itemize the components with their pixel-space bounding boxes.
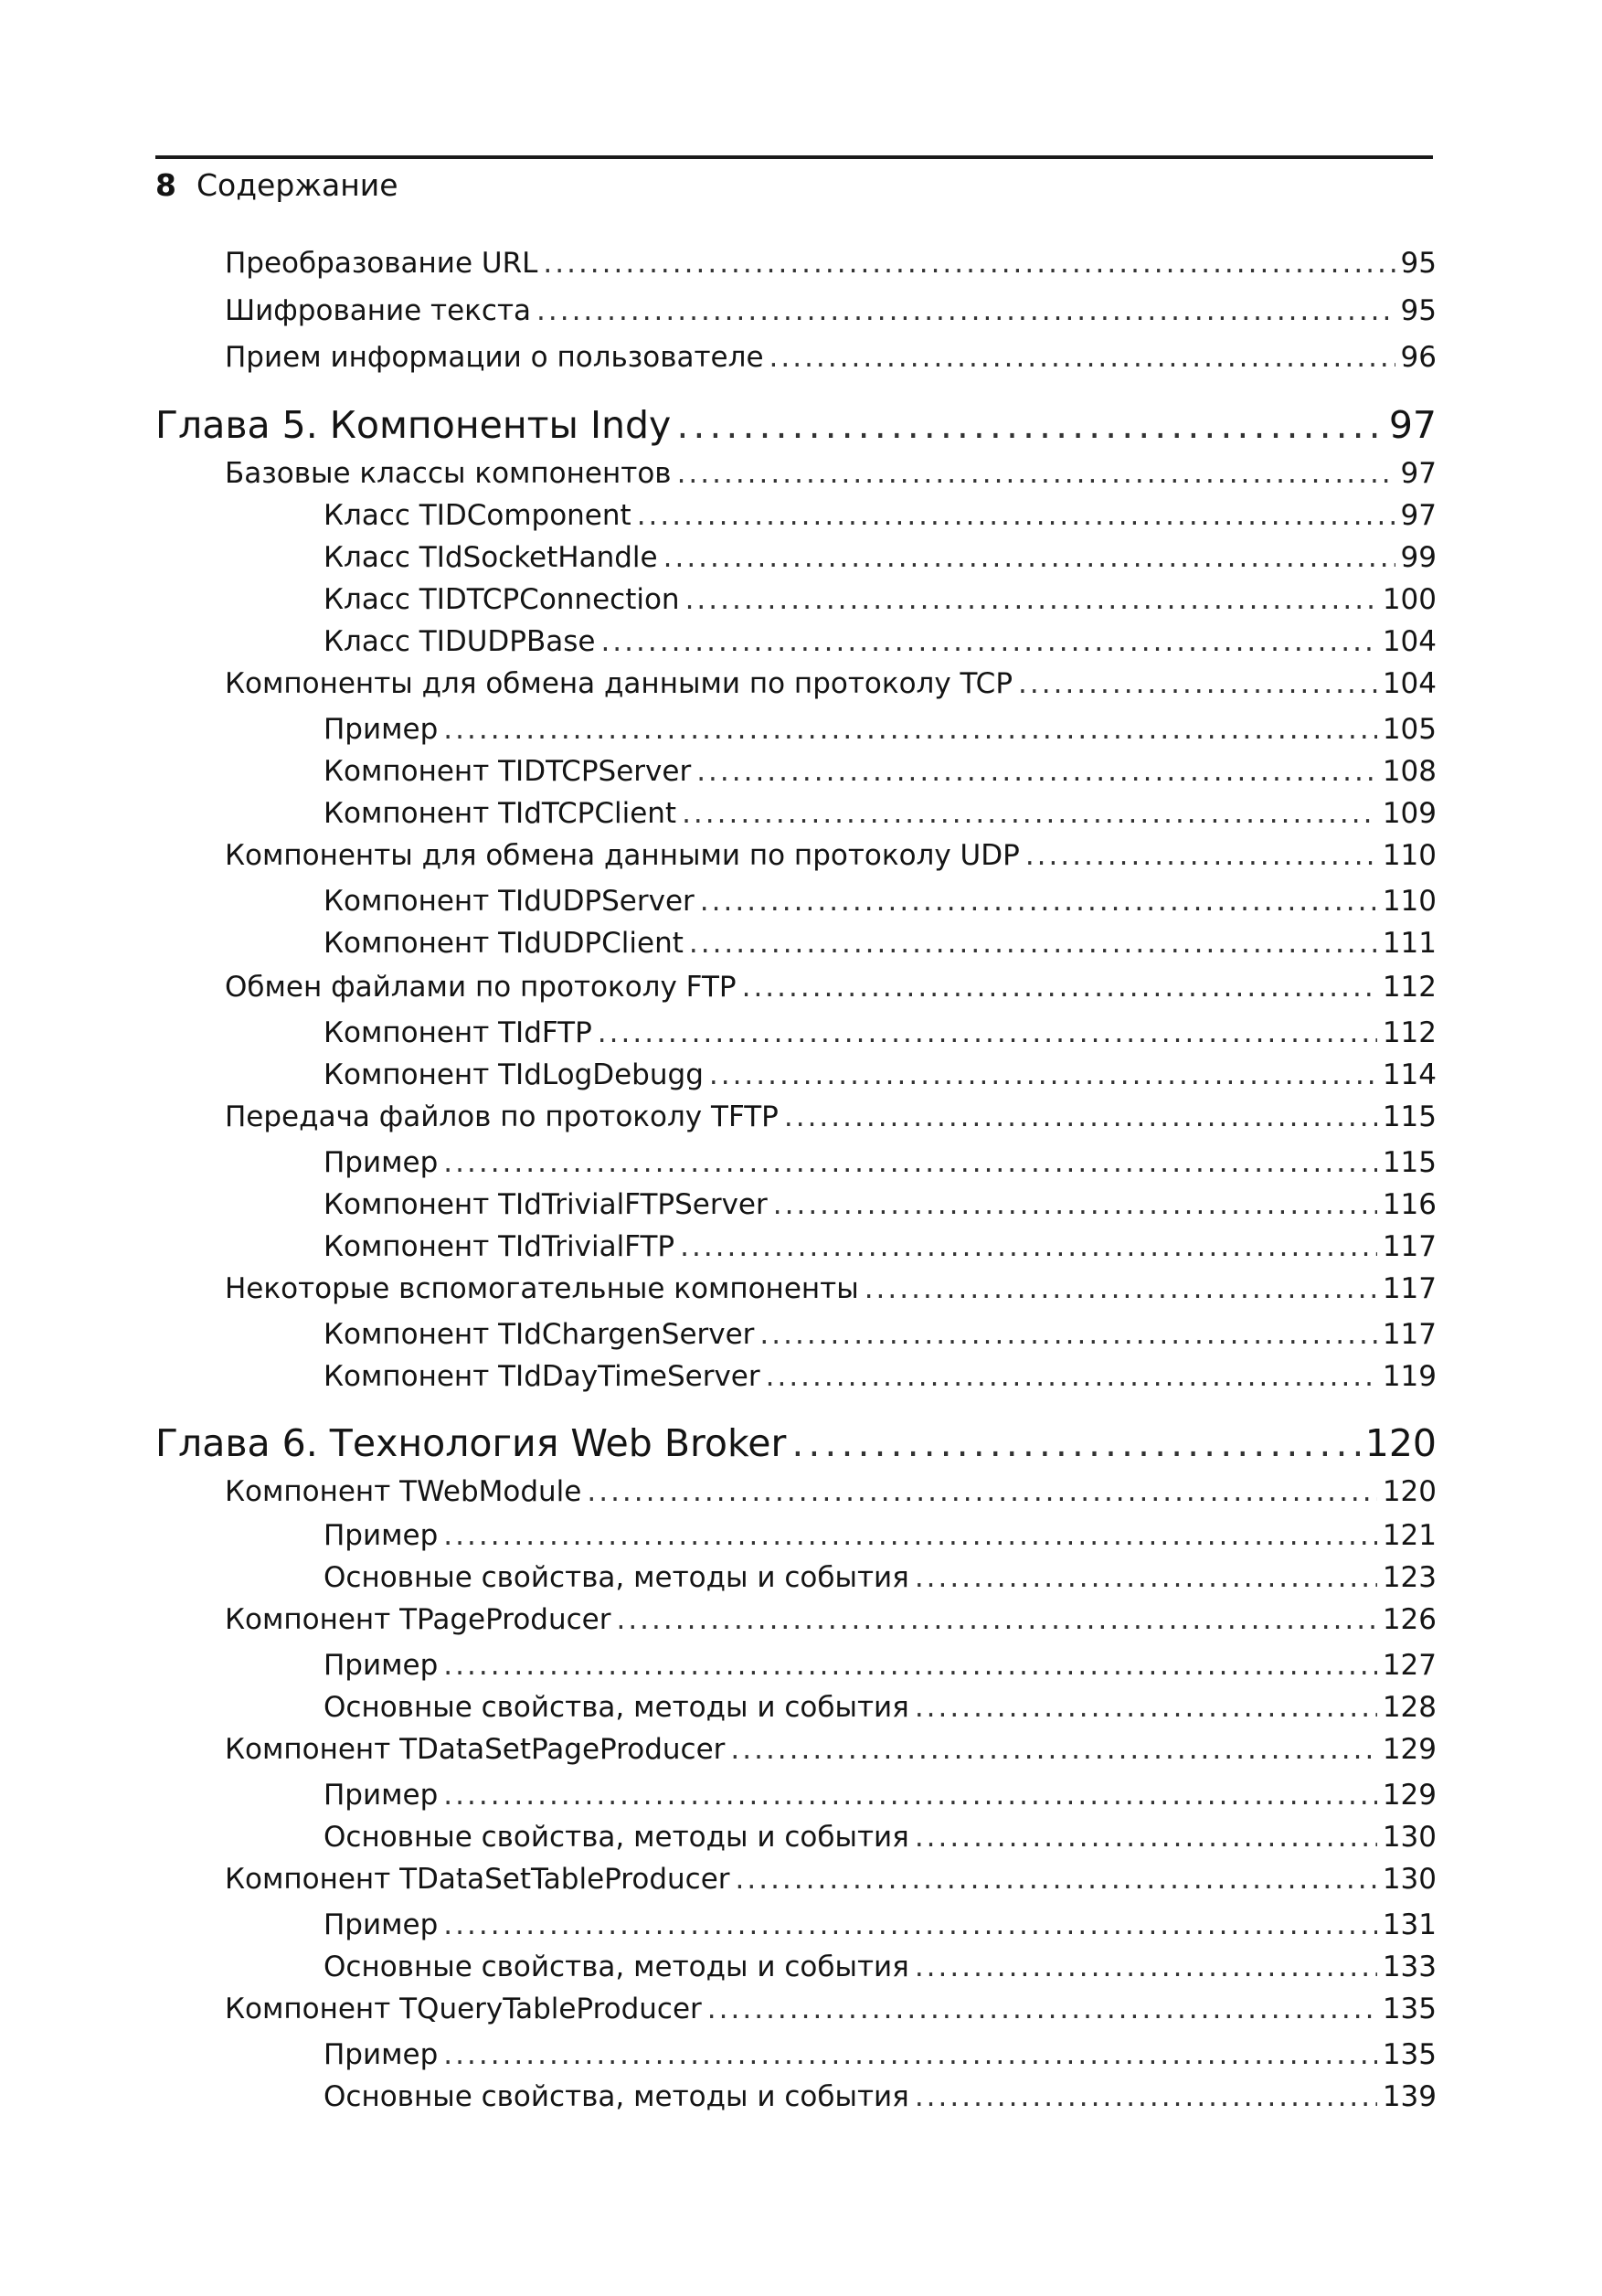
toc-entry-page: 130 <box>1382 1863 1437 1896</box>
toc-entry-title: Глава 6. Технология Web Broker <box>155 1421 787 1465</box>
toc-entry[interactable] <box>225 294 1437 327</box>
toc-entry-page: 97 <box>1388 403 1437 447</box>
toc-entry[interactable] <box>324 927 1437 960</box>
toc-entry-page: 119 <box>1382 1360 1437 1393</box>
toc-entry[interactable] <box>225 839 1437 872</box>
toc-entry[interactable] <box>225 247 1437 280</box>
toc-entry-title: Шифрование текста <box>225 294 532 327</box>
toc-entry-title: Прием информации о пользователе <box>225 341 764 374</box>
toc-entry-page: 123 <box>1382 1561 1437 1594</box>
toc-entry-title: Компонент TIdDayTimeServer <box>324 1360 760 1393</box>
toc-entry-page: 97 <box>1400 499 1437 532</box>
toc-entry-page: 129 <box>1382 1733 1437 1766</box>
toc-entry-title: Класс TIDTCPConnection <box>324 583 680 616</box>
dot-leader <box>543 247 1395 280</box>
toc-entry-page: 115 <box>1382 1100 1437 1133</box>
dot-leader <box>742 971 1377 1004</box>
toc-entry-title: Компонент TDataSetTableProducer <box>225 1863 730 1896</box>
toc-entry[interactable] <box>324 1691 1437 1724</box>
toc-entry-page: 114 <box>1382 1058 1437 1091</box>
toc-entry-title: Обмен файлами по протоколу FTP <box>225 971 737 1004</box>
toc-entry-title: Компонент TIdTCPClient <box>324 797 677 830</box>
dot-leader <box>759 1318 1376 1351</box>
dot-leader <box>637 499 1395 532</box>
toc-entry-page: 95 <box>1400 294 1437 327</box>
toc-entry-title: Компонент TIdTrivialFTP <box>324 1230 675 1263</box>
toc-entry[interactable] <box>324 885 1437 918</box>
dot-leader <box>443 713 1377 746</box>
dot-leader <box>696 755 1377 788</box>
toc-entry[interactable] <box>324 1779 1437 1812</box>
toc-entry[interactable] <box>324 755 1437 788</box>
toc-entry-page: 133 <box>1382 1951 1437 1983</box>
toc-entry[interactable] <box>225 1733 1437 1766</box>
toc-entry-page: 104 <box>1382 625 1437 658</box>
dot-leader <box>682 797 1377 830</box>
dot-leader <box>443 1779 1377 1812</box>
toc-entry-page: 100 <box>1382 583 1437 616</box>
toc-entry-page: 109 <box>1382 797 1437 830</box>
toc-entry[interactable] <box>324 1908 1437 1941</box>
dot-leader <box>730 1733 1376 1766</box>
dot-leader <box>443 2038 1377 2071</box>
dot-leader <box>769 341 1395 374</box>
dot-leader <box>685 583 1377 616</box>
toc-entry[interactable] <box>324 1519 1437 1552</box>
toc-entry-title: Передача файлов по протоколу TFTP <box>225 1100 779 1133</box>
toc-entry-page: 110 <box>1382 839 1437 872</box>
dot-leader <box>915 1821 1377 1854</box>
toc-entry-title: Основные свойства, методы и события <box>324 1821 909 1854</box>
dot-leader <box>443 1146 1377 1179</box>
toc-entry[interactable] <box>324 583 1437 616</box>
toc-entry-title: Основные свойства, методы и события <box>324 2080 909 2113</box>
toc-entry[interactable] <box>324 499 1437 532</box>
toc-entry[interactable] <box>324 1649 1437 1682</box>
toc-entry-page: 127 <box>1382 1649 1437 1682</box>
toc-entry-title: Компонент TIDTCPServer <box>324 755 692 788</box>
toc-entry-title: Основные свойства, методы и события <box>324 1561 909 1594</box>
toc-entry[interactable] <box>324 1016 1437 1049</box>
toc-entry-page: 129 <box>1382 1779 1437 1812</box>
dot-leader <box>915 1691 1377 1724</box>
toc-entry-title: Преобразование URL <box>225 247 538 280</box>
toc-entry-title: Пример <box>324 1779 439 1812</box>
toc-entry-title: Класс TIDComponent <box>324 499 631 532</box>
toc-entry-title: Компонент TDataSetPageProducer <box>225 1733 726 1766</box>
toc-entry-title: Глава 5. Компоненты Indy <box>155 403 672 447</box>
toc-entry[interactable] <box>324 1146 1437 1179</box>
toc-entry-title: Компонент TIdTrivialFTPServer <box>324 1188 768 1221</box>
dot-leader <box>616 1603 1376 1636</box>
toc-entry-title: Класс TIdSocketHandle <box>324 541 658 574</box>
toc-entry-title: Пример <box>324 2038 439 2071</box>
toc-entry[interactable] <box>324 2038 1437 2071</box>
toc-entry-title: Некоторые вспомогательные компоненты <box>225 1272 859 1305</box>
dot-leader <box>443 1908 1377 1941</box>
toc-entry[interactable] <box>324 1821 1437 1854</box>
toc-entry-page: 131 <box>1382 1908 1437 1941</box>
toc-entry-title: Компоненты для обмена данными по протоколу UDP <box>225 839 1020 872</box>
dot-leader <box>915 1951 1377 1983</box>
dot-leader <box>663 541 1395 574</box>
toc-entry-title: Базовые классы компонентов <box>225 457 672 490</box>
toc-entry-page: 117 <box>1382 1318 1437 1351</box>
dot-leader <box>443 1649 1377 1682</box>
dot-leader <box>784 1100 1377 1133</box>
toc-entry[interactable] <box>225 1993 1437 2025</box>
dot-leader <box>736 1863 1377 1896</box>
toc-entry[interactable] <box>324 541 1437 574</box>
toc-entry-title: Компонент TIdChargenServer <box>324 1318 755 1351</box>
toc-entry-page: 130 <box>1382 1821 1437 1854</box>
toc-entry[interactable] <box>225 1100 1437 1133</box>
dot-leader <box>709 1058 1377 1091</box>
toc-entry[interactable] <box>324 1058 1437 1091</box>
toc-entry-title: Класс TIDUDPBase <box>324 625 596 658</box>
page-number: 8 <box>155 167 176 203</box>
toc-entry-page: 110 <box>1382 885 1437 918</box>
toc-entry-page: 135 <box>1382 1993 1437 2025</box>
dot-leader <box>1025 839 1377 872</box>
toc-entry[interactable] <box>324 797 1437 830</box>
toc-entry[interactable] <box>225 1475 1437 1508</box>
toc-entry-page: 96 <box>1400 341 1437 374</box>
toc-entry[interactable] <box>225 457 1437 490</box>
dot-leader <box>600 625 1376 658</box>
toc-entry-title: Компонент TPageProducer <box>225 1603 611 1636</box>
toc-entry-title: Компоненты для обмена данными по протоколу TCP <box>225 667 1013 700</box>
toc-entry[interactable] <box>324 1951 1437 1983</box>
toc-entry[interactable] <box>225 667 1437 700</box>
dot-leader <box>680 1230 1377 1263</box>
toc-chapter[interactable] <box>155 1421 1437 1465</box>
toc-entry-page: 139 <box>1382 2080 1437 2113</box>
toc-entry[interactable] <box>225 1603 1437 1636</box>
toc-entry[interactable] <box>225 971 1437 1004</box>
dot-leader <box>1018 667 1377 700</box>
dot-leader <box>700 885 1377 918</box>
toc-entry[interactable] <box>324 1561 1437 1594</box>
toc-entry[interactable] <box>324 1230 1437 1263</box>
section-title: Содержание <box>196 167 398 203</box>
toc-entry-page: 111 <box>1382 927 1437 960</box>
dot-leader <box>677 457 1395 490</box>
toc-entry-title: Пример <box>324 713 439 746</box>
toc-entry-page: 105 <box>1382 713 1437 746</box>
toc-entry-title: Компонент TIdFTP <box>324 1016 592 1049</box>
toc-entry-page: 120 <box>1382 1475 1437 1508</box>
toc-entry-page: 121 <box>1382 1519 1437 1552</box>
toc-entry-page: 95 <box>1400 247 1437 280</box>
toc-entry-title: Пример <box>324 1908 439 1941</box>
dot-leader <box>587 1475 1376 1508</box>
toc-entry[interactable] <box>324 1360 1437 1393</box>
toc-entry-page: 112 <box>1382 1016 1437 1049</box>
toc-entry-title: Компонент TIdUDPClient <box>324 927 684 960</box>
toc-entry-title: Пример <box>324 1519 439 1552</box>
toc-entry-page: 135 <box>1382 2038 1437 2071</box>
toc-entry-title: Пример <box>324 1146 439 1179</box>
toc-entry[interactable] <box>324 625 1437 658</box>
toc-entry-page: 128 <box>1382 1691 1437 1724</box>
toc-entry-page: 117 <box>1382 1272 1437 1305</box>
toc-entry-page: 117 <box>1382 1230 1437 1263</box>
dot-leader <box>773 1188 1377 1221</box>
dot-leader <box>707 1993 1377 2025</box>
toc-entry[interactable] <box>324 1188 1437 1221</box>
dot-leader <box>915 1561 1377 1594</box>
toc-entry-page: 97 <box>1400 457 1437 490</box>
dot-leader <box>915 2080 1377 2113</box>
toc-entry[interactable] <box>324 1318 1437 1351</box>
dot-leader <box>689 927 1377 960</box>
toc-chapter[interactable] <box>155 403 1437 447</box>
dot-leader <box>766 1360 1377 1393</box>
dot-leader <box>865 1272 1377 1305</box>
toc-entry-page: 120 <box>1364 1421 1437 1465</box>
dot-leader <box>443 1519 1377 1552</box>
toc-entry-page: 126 <box>1382 1603 1437 1636</box>
dot-leader <box>536 294 1395 327</box>
toc-entry-page: 112 <box>1382 971 1437 1004</box>
toc-entry[interactable] <box>225 341 1437 374</box>
toc-entry-page: 116 <box>1382 1188 1437 1221</box>
toc-entry[interactable] <box>324 2080 1437 2113</box>
toc-entry-page: 99 <box>1400 541 1437 574</box>
dot-leader <box>791 1421 1359 1465</box>
toc-entry-page: 115 <box>1382 1146 1437 1179</box>
toc-entry[interactable] <box>225 1272 1437 1305</box>
toc-entry-title: Основные свойства, методы и события <box>324 1951 909 1983</box>
toc-entry-title: Пример <box>324 1649 439 1682</box>
toc-entry[interactable] <box>324 713 1437 746</box>
toc-entry-page: 108 <box>1382 755 1437 788</box>
toc-entry[interactable] <box>225 1863 1437 1896</box>
toc-entry-title: Компонент TQueryTableProducer <box>225 1993 702 2025</box>
toc-entry-title: Основные свойства, методы и события <box>324 1691 909 1724</box>
dot-leader <box>676 403 1384 447</box>
toc-entry-title: Компонент TIdUDPServer <box>324 885 695 918</box>
toc-entry-title: Компонент TWebModule <box>225 1475 582 1508</box>
dot-leader <box>598 1016 1377 1049</box>
toc-entry-page: 104 <box>1382 667 1437 700</box>
toc-entry-title: Компонент TIdLogDebugg <box>324 1058 704 1091</box>
